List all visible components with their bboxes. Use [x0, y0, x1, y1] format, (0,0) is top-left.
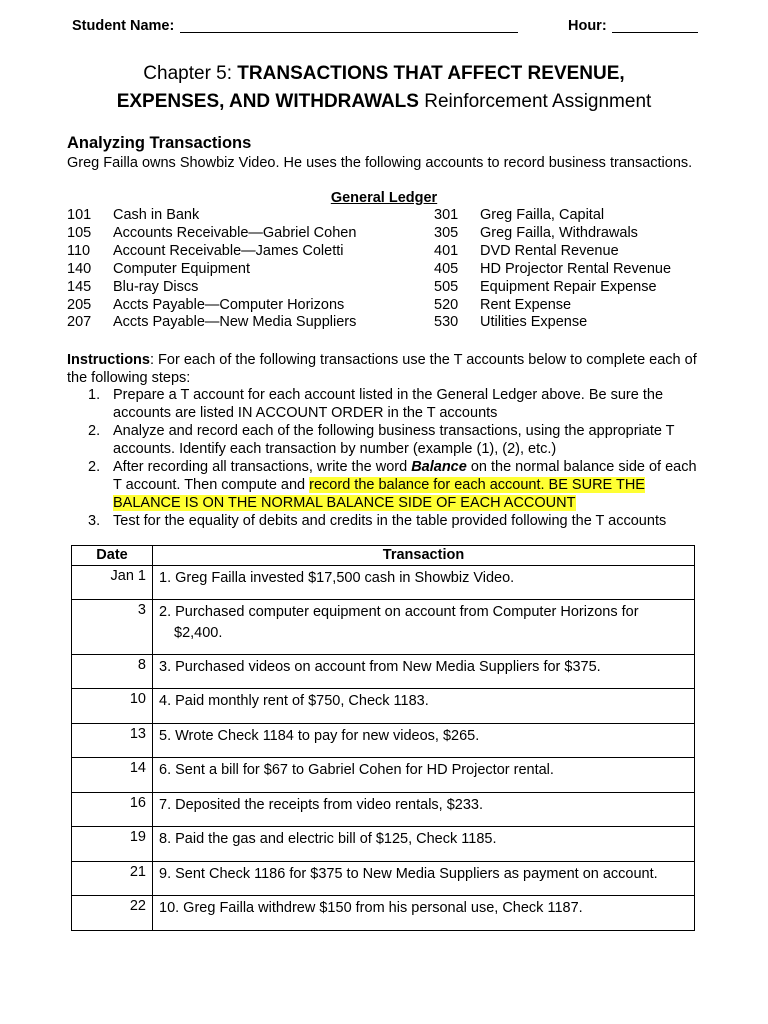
step-text: Analyze and record each of the following business transactions, using the appropriate T accounts. Identify each transaction by number (example (1), (2), etc.) — [113, 423, 675, 457]
account-number: 401 — [434, 242, 459, 259]
title-suffix: Reinforcement Assignment — [418, 91, 652, 112]
account-number: 105 — [67, 224, 92, 241]
step-text-mid: on the normal balance side of each T account. Then compute and — [113, 459, 697, 493]
transaction-cell — [153, 758, 695, 793]
table-row — [72, 724, 695, 758]
account-name: Greg Failla, Withdrawals — [480, 224, 638, 241]
account-name: Equipment Repair Expense — [480, 278, 657, 295]
step-item — [88, 458, 708, 512]
title-prefix: Chapter 5: — [143, 63, 238, 84]
transaction-cell — [153, 689, 695, 724]
transaction-text: 10. Greg Failla withdrew $150 from his personal use, Check 1187. — [159, 900, 583, 916]
step-item — [88, 512, 708, 530]
account-number: 405 — [434, 260, 459, 277]
instructions-text: : For each of the following transactions use the T accounts below to complete each of the following steps: — [67, 352, 697, 386]
transaction-text: 6. Sent a bill for $67 to Gabriel Cohen for HD Projector rental. — [159, 762, 554, 778]
account-number: 305 — [434, 224, 459, 241]
instructions — [67, 351, 707, 387]
step-number: 2. — [88, 423, 101, 439]
transaction-date: 16 — [72, 793, 153, 827]
date-column-header: Date — [72, 546, 153, 566]
account-name: HD Projector Rental Revenue — [480, 260, 672, 277]
step-number: 1. — [88, 387, 101, 403]
hour-field[interactable] — [612, 18, 698, 33]
account-number: 101 — [67, 207, 92, 223]
transaction-text: 5. Wrote Check 1184 to pay for new videos, $265. — [159, 728, 480, 744]
account-name: Utilities Expense — [480, 314, 588, 331]
account-number: 110 — [67, 242, 91, 259]
transaction-cell — [153, 600, 695, 655]
account-name: Accts Payable—New Media Suppliers — [113, 314, 357, 331]
account-number: 140 — [67, 260, 92, 277]
transaction-text-continued: $2,400. — [174, 625, 223, 641]
transaction-cell — [153, 862, 695, 896]
step-text: Test for the equality of debits and credits in the table provided following the T accounts — [113, 513, 667, 529]
table-row — [72, 600, 695, 655]
account-number: 520 — [434, 296, 459, 313]
step-number: 3. — [88, 513, 101, 529]
table-header-row — [72, 546, 695, 566]
step-item — [88, 422, 708, 458]
title-line1: TRANSACTIONS THAT AFFECT REVENUE, — [237, 63, 625, 84]
table-row — [72, 566, 695, 600]
account-name: Computer Equipment — [113, 260, 251, 277]
step-text: Prepare a T account for each account listed in the General Ledger above. Be sure the accounts are listed IN ACCOUNT ORDER in the T accounts — [113, 387, 664, 421]
account-name: Account Receivable—James Coletti — [113, 242, 344, 259]
account-number: 207 — [67, 314, 92, 331]
step-text: After recording all transactions, write the word — [113, 459, 412, 475]
student-name-field[interactable] — [180, 18, 518, 33]
transaction-column-header: Transaction — [153, 546, 695, 566]
table-row — [72, 896, 695, 931]
account-name: Accounts Receivable—Gabriel Cohen — [113, 224, 357, 241]
transaction-cell — [153, 724, 695, 758]
transaction-text: 4. Paid monthly rent of $750, Check 1183. — [159, 693, 429, 709]
table-row — [72, 655, 695, 689]
header-row — [72, 18, 698, 40]
account-name: Blu-ray Discs — [113, 278, 199, 295]
transaction-text: 9. Sent Check 1186 for $375 to New Media Suppliers as payment on account. — [159, 866, 658, 882]
transaction-text: 3. Purchased videos on account from New Media Suppliers for $375. — [159, 659, 601, 675]
hour-label: Hour: — [568, 18, 607, 34]
transaction-cell — [153, 655, 695, 689]
transaction-cell — [153, 896, 695, 931]
transaction-text: 7. Deposited the receipts from video rentals, $233. — [159, 797, 484, 813]
account-name: DVD Rental Revenue — [480, 242, 619, 259]
ledger-title: General Ledger — [330, 190, 438, 206]
step-item — [88, 386, 708, 422]
transactions-table — [71, 545, 695, 931]
table-row — [72, 862, 695, 896]
balance-keyword: Balance — [411, 459, 467, 475]
account-name: Rent Expense — [480, 296, 572, 313]
title-line2: EXPENSES, AND WITHDRAWALS — [116, 91, 419, 112]
account-number: 145 — [67, 278, 92, 295]
account-name: Cash in Bank — [113, 207, 200, 223]
table-row — [72, 793, 695, 827]
transaction-cell — [153, 827, 695, 862]
transaction-date: 14 — [72, 758, 153, 793]
step-number: 2. — [88, 459, 101, 475]
account-number: 530 — [434, 314, 459, 331]
transaction-text: 2. Purchased computer equipment on account from Computer Horizons for — [159, 604, 639, 620]
transaction-date: Jan 1 — [72, 566, 153, 600]
transaction-cell — [153, 793, 695, 827]
account-name: Accts Payable—Computer Horizons — [113, 296, 345, 313]
intro-text: Greg Failla owns Showbiz Video. He uses the following accounts to record business transactions. — [67, 155, 693, 171]
transaction-date: 3 — [72, 600, 153, 655]
account-name: Greg Failla, Capital — [480, 207, 605, 223]
account-number: 505 — [434, 278, 459, 295]
steps-list — [88, 386, 708, 530]
transaction-date: 22 — [72, 896, 153, 931]
instructions-label: Instructions — [67, 352, 150, 368]
transaction-date: 10 — [72, 689, 153, 724]
transaction-text: 1. Greg Failla invested $17,500 cash in Showbiz Video. — [159, 570, 515, 586]
table-row — [72, 758, 695, 793]
account-number: 301 — [434, 207, 459, 223]
transaction-date: 19 — [72, 827, 153, 862]
transaction-date: 13 — [72, 724, 153, 758]
account-number: 205 — [67, 296, 92, 313]
table-row — [72, 689, 695, 724]
student-name-label: Student Name: — [72, 18, 175, 34]
transaction-date: 21 — [72, 862, 153, 896]
highlighted-text: record the balance for each account. BE SURE THE BALANCE IS ON THE NORMAL BALANCE SIDE OF EACH ACCOUNT — [113, 477, 645, 511]
section-heading: Analyzing Transactions — [67, 134, 252, 152]
table-row — [72, 827, 695, 862]
page-title — [0, 60, 768, 116]
transaction-date: 8 — [72, 655, 153, 689]
transaction-text: 8. Paid the gas and electric bill of $125, Check 1185. — [159, 831, 497, 847]
transaction-cell — [153, 566, 695, 600]
